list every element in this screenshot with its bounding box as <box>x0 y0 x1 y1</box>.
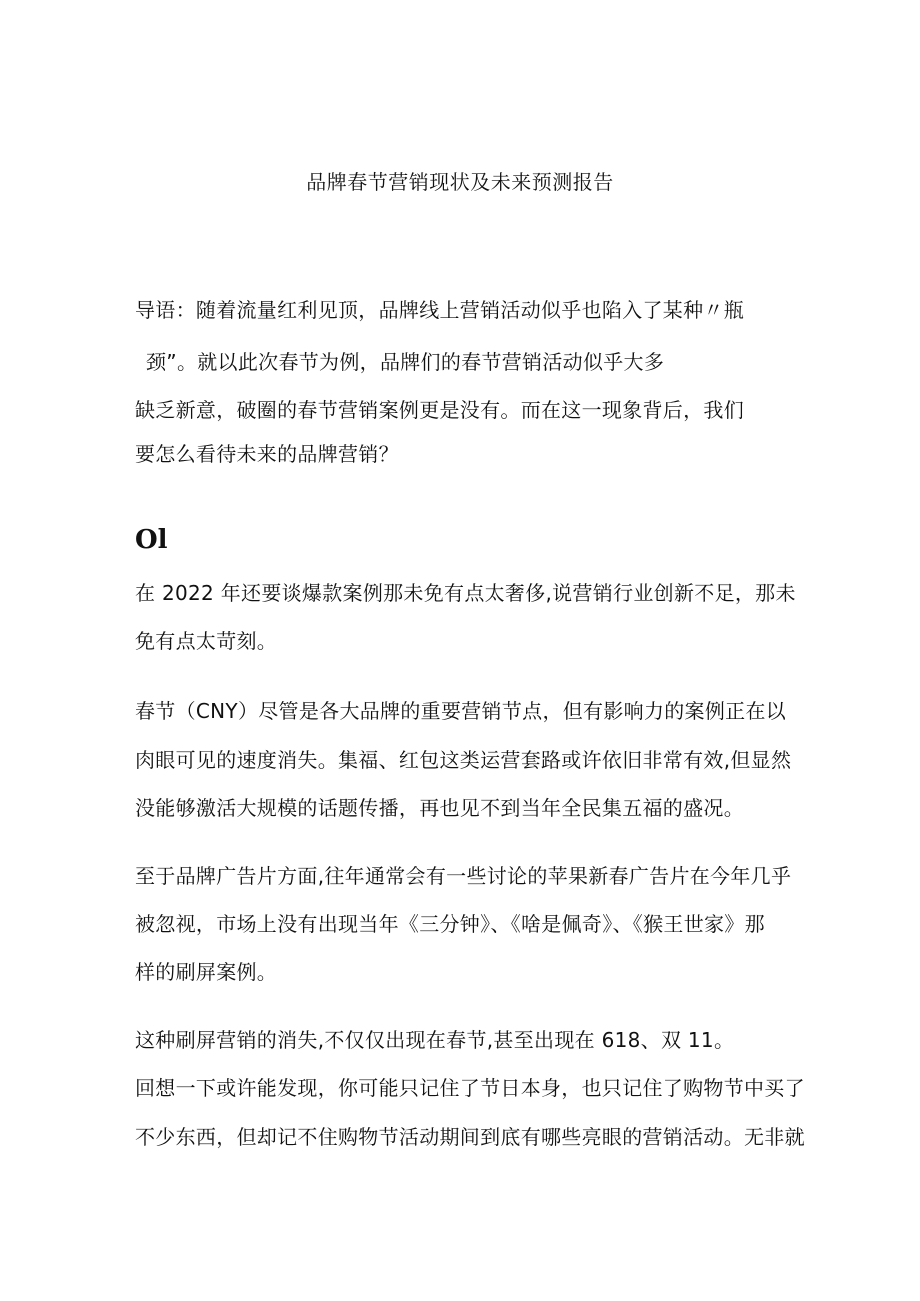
paragraph-line: 不少东西，但却记不住购物节活动期间到底有哪些亮眼的营销活动。无非就 <box>135 1125 805 1149</box>
section-heading: Ol <box>135 525 168 555</box>
paragraph-line: 免有点太苛刻。 <box>135 629 278 653</box>
paragraph-line: 没能够激活大规模的话题传播，再也见不到当年全民集五福的盛况。 <box>135 796 744 820</box>
intro-line: 要怎么看待未来的品牌营销？ <box>135 442 399 466</box>
paragraph-line: 样的刷屏案例。 <box>135 960 278 984</box>
paragraph-line: 在 2022 年还要谈爆款案例那未免有点太奢侈,说营销行业创新不足，那未 <box>135 581 796 605</box>
document-title: 品牌春节营销现状及未来预测报告 <box>306 170 614 194</box>
intro-line: 颈”。就以此次春节为例，品牌们的春节营销活动似乎大多 <box>146 350 665 374</box>
paragraph-line: 回想一下或许能发现，你可能只记住了节日本身，也只记住了购物节中买了 <box>135 1076 805 1100</box>
paragraph-line: 春节（CNY）尽管是各大品牌的重要营销节点，但有影响力的案例正在以 <box>135 699 787 723</box>
paragraph-line: 至于品牌广告片方面,往年通常会有一些讨论的苹果新春广告片在今年几乎 <box>135 864 792 888</box>
paragraph-line: 肉眼可见的速度消失。集福、红包这类运营套路或许依旧非常有效,但显然 <box>135 748 792 772</box>
paragraph-line: 这种刷屏营销的消失,不仅仅出现在春节,甚至出现在 618、双 11。 <box>135 1028 735 1052</box>
paragraph-line: 被忽视，市场上没有出现当年《三分钟》、《啥是佩奇》、《猴王世家》那 <box>135 912 765 936</box>
intro-line: 导语：随着流量红利见顶，品牌线上营销活动似乎也陷入了某种〃瓶 <box>135 298 744 322</box>
intro-line: 缺乏新意，破圈的春节营销案例更是没有。而在这一现象背后，我们 <box>135 398 744 422</box>
